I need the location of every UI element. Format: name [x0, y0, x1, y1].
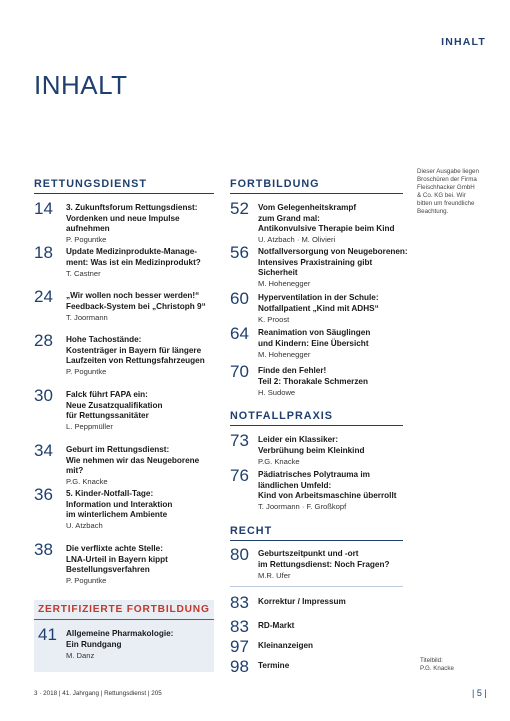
entry-page-number: 18	[34, 243, 53, 262]
entry-title: Geburtszeitpunkt und -ort im Rettungsdienst: Noch Fragen?	[258, 549, 390, 569]
toc-entry[interactable]	[258, 661, 408, 672]
toc-entry[interactable]	[258, 597, 408, 608]
page-title: INHALT	[34, 70, 128, 100]
entry-author: M. Danz	[66, 650, 95, 660]
entry-title: Leider ein Klassiker: Verbrühung beim Kleinkind	[258, 435, 365, 455]
toc-entry[interactable]	[258, 203, 408, 245]
cover-credit-label: Titelbild:	[420, 657, 443, 664]
toc-entry[interactable]	[66, 291, 216, 323]
entry-author: L. Peppmüller	[66, 422, 113, 432]
entry-author: U. Atzbach · M. Olivieri	[258, 235, 336, 245]
entry-author: M. Hohenegger	[258, 279, 311, 289]
entry-title: „Wir wollen noch besser werden!“ Feedback-System bei „Christoph 9“	[66, 291, 206, 311]
entry-page-number: 97	[230, 637, 249, 656]
toc-entry[interactable]	[258, 549, 408, 581]
entry-author: K. Proost	[258, 314, 290, 324]
entry-page-number: 60	[230, 289, 249, 308]
entry-title: Termine	[258, 661, 290, 670]
entry-title: Reanimation von Säuglingen und Kindern: Eine Übersicht	[258, 328, 371, 348]
section-rule	[34, 193, 214, 194]
running-header: INHALT	[441, 36, 486, 48]
entry-author: P. Poguntke	[66, 367, 107, 377]
entry-title: Geburt im Rettungsdienst: Wie nehmen wir das Neugeborene mit?	[66, 445, 200, 476]
section-separator	[230, 586, 403, 587]
section-rule	[230, 193, 403, 194]
toc-entry[interactable]	[258, 641, 408, 652]
footer-issue-info: 3 · 2018 | 41. Jahrgang | Rettungsdienst | 205	[34, 690, 162, 697]
entry-page-number: 38	[34, 540, 53, 559]
entry-title: Vom Gelegenheitskrampf zum Grand mal: Antikonvulsive Therapie beim Kind	[258, 203, 395, 234]
entry-page-number: 70	[230, 362, 249, 381]
entry-title: Hohe Tachostände: Kostenträger in Bayern für längere Laufzeiten von Rettungsfahrzeugen	[66, 335, 205, 366]
cover-credit-name: P.G. Knacke	[420, 665, 454, 673]
entry-title: Pädiatrisches Polytrauma im ländlichen Umfeld: Kind von Arbeitsmaschine überrollt	[258, 470, 397, 501]
entry-title: Kleinanzeigen	[258, 641, 314, 650]
entry-author: P. Poguntke	[66, 235, 107, 245]
toc-entry[interactable]	[258, 366, 408, 398]
entry-page-number: 83	[230, 593, 249, 612]
entry-title: RD-Markt	[258, 621, 295, 630]
entry-title: 5. Kinder-Notfall-Tage: Information und Interaktion im winterlichem Ambiente	[66, 489, 173, 520]
toc-entry[interactable]	[66, 335, 216, 377]
entry-author: M. Hohenegger	[258, 349, 311, 359]
entry-page-number: 36	[34, 485, 53, 504]
toc-entry[interactable]	[66, 203, 216, 245]
section-heading-fortbildung: FORTBILDUNG	[230, 178, 320, 190]
insert-note	[417, 168, 491, 217]
entry-author: U. Atzbach	[66, 521, 103, 531]
entry-page-number: 30	[34, 386, 53, 405]
insert-note-text: Dieser Ausgabe liegen Broschüren der Firma Fleischhacker GmbH & Co. KG bei. Wir bitten um freundliche Beachtung.	[417, 168, 479, 216]
cover-credit	[420, 657, 454, 673]
entry-author: P. Poguntke	[66, 576, 107, 586]
toc-entry[interactable]	[66, 489, 216, 531]
toc-entry[interactable]	[258, 621, 408, 632]
section-heading-zertifizierte-fortbildung: ZERTIFIZIERTE FORTBILDUNG	[38, 604, 210, 615]
entry-title: 3. Zukunftsforum Rettungsdienst: Vordenken und neue Impulse aufnehmen	[66, 203, 198, 234]
entry-title: Notfallversorgung von Neugeborenen: Intensives Praxistraining gibt Sicherheit	[258, 247, 408, 278]
section-rule	[230, 540, 403, 541]
entry-page-number: 14	[34, 199, 53, 218]
entry-author: T. Joormann · F. Großkopf	[258, 502, 347, 512]
section-heading-rettungsdienst: RETTUNGSDIENST	[34, 178, 147, 190]
toc-entry[interactable]	[258, 470, 408, 512]
page-number: | 5 |	[472, 688, 487, 698]
entry-page-number: 64	[230, 324, 249, 343]
section-rule	[230, 425, 403, 426]
entry-author: M.R. Ufer	[258, 570, 291, 580]
section-heading-notfallpraxis: NOTFALLPRAXIS	[230, 410, 333, 422]
entry-page-number: 98	[230, 657, 249, 676]
entry-page-number: 34	[34, 441, 53, 460]
toc-entry[interactable]	[258, 293, 408, 325]
toc-entry[interactable]	[66, 247, 216, 279]
entry-page-number: 73	[230, 431, 249, 450]
entry-title: Falck führt FAPA ein: Neue Zusatzqualifikation für Rettungssanitäter	[66, 390, 163, 421]
entry-author: P.G. Knacke	[258, 456, 300, 466]
toc-entry[interactable]	[66, 390, 216, 432]
section-heading-recht: RECHT	[230, 525, 273, 537]
entry-page-number: 52	[230, 199, 249, 218]
toc-entry[interactable]	[258, 247, 408, 289]
toc-entry[interactable]	[258, 435, 408, 467]
entry-page-number: 80	[230, 545, 249, 564]
toc-entry[interactable]	[66, 445, 216, 487]
entry-page-number: 41	[38, 625, 57, 644]
entry-page-number: 83	[230, 617, 249, 636]
entry-page-number: 56	[230, 243, 249, 262]
entry-page-number: 76	[230, 466, 249, 485]
entry-author: T. Joormann	[66, 312, 108, 322]
entry-title: Allgemeine Pharmakologie: Ein Rundgang	[66, 629, 174, 649]
entry-author: H. Sudowe	[258, 387, 296, 397]
entry-title: Update Medizinprodukte-Manage- ment: Was ist ein Medizinprodukt?	[66, 247, 201, 267]
entry-title: Hyperventilation in der Schule: Notfallpatient „Kind mit ADHS“	[258, 293, 379, 313]
toc-entry[interactable]	[66, 629, 211, 661]
certified-rule	[34, 619, 214, 620]
entry-page-number: 28	[34, 331, 53, 350]
entry-title: Korrektur / Impressum	[258, 597, 346, 606]
entry-author: P.G. Knacke	[66, 477, 108, 487]
toc-entry[interactable]	[66, 544, 216, 586]
entry-title: Finde den Fehler! Teil 2: Thorakale Schmerzen	[258, 366, 368, 386]
entry-title: Die verflixte achte Stelle: LNA-Urteil in Bayern kippt Bestellungsverfahren	[66, 544, 168, 575]
toc-entry[interactable]	[258, 328, 408, 360]
entry-page-number: 24	[34, 287, 53, 306]
entry-author: T. Castner	[66, 268, 101, 278]
